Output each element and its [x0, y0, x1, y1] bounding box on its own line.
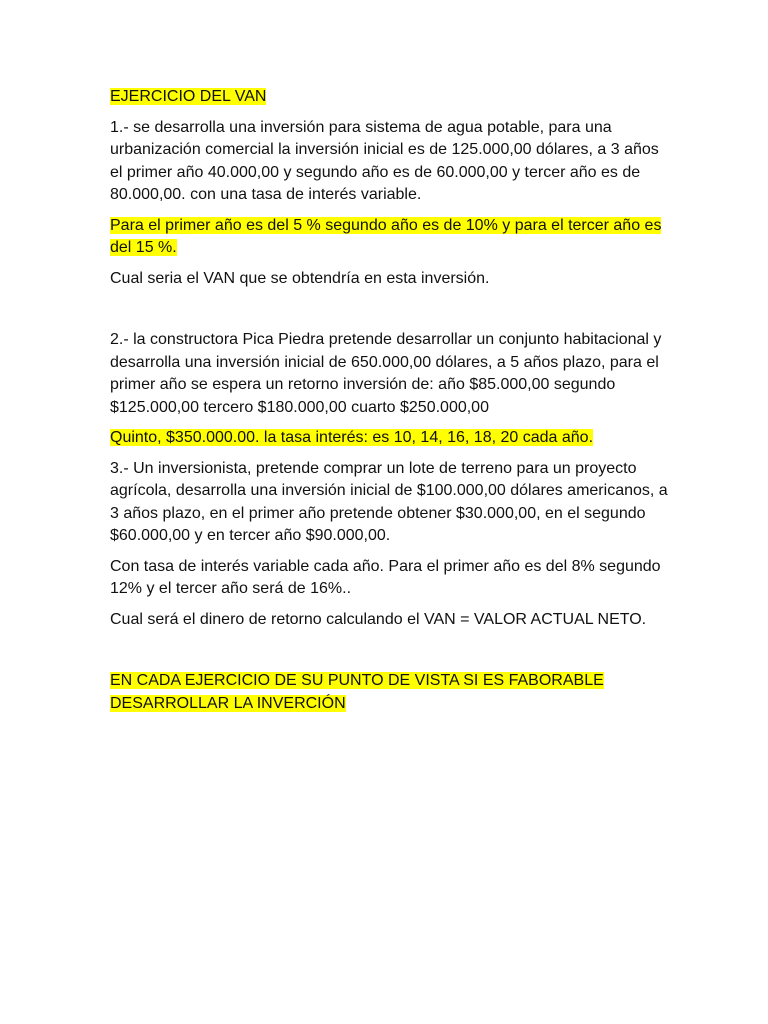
exercise-3-statement: 3.- Un inversionista, pretende comprar un lote de terreno para un proyecto agrícola, desarrolla una inversión inicial de $100.000,00 dólares americanos, a 3 años plazo, en el primer año pretende obtener $30.000,00, en el segundo $60.000,00 y en tercer año $90.000,00. [110, 459, 668, 544]
exercise-3-rates: Con tasa de interés variable cada año. Para el primer año es del 8% segundo 12% y el tercer año será de 16%.. [110, 557, 661, 597]
title-highlight: EJERCICIO DEL VAN [110, 88, 267, 105]
exercise-1-question: Cual seria el VAN que se obtendría en esta inversión. [110, 269, 490, 287]
exercise-1-rates-highlight: Para el primer año es del 5 % segundo año es de 10% y para el tercer año es del 15 %. [110, 216, 662, 256]
exercise-2-rates-highlight: Quinto, $350.000.00. la tasa interés: es 10, 14, 16, 18, 20 cada año. [110, 429, 594, 446]
document-title [110, 86, 670, 109]
document-page [110, 86, 670, 723]
exercise-3-question: Cual será el dinero de retorno calculando el VAN = VALOR ACTUAL NETO. [110, 610, 647, 628]
exercise-2-statement: 2.- la constructora Pica Piedra pretende desarrollar un conjunto habitacional y desarrolla una inversión inicial de 650.000,00 dólares, a 5 años plazo, para el primer año se espera un retorno inversión de: año $85.000,00 segundo $125.000,00 tercero $180.000,00 cuarto $250.000,00 [110, 331, 662, 416]
exercise-1-statement: 1.- se desarrolla una inversión para sistema de agua potable, para una urbanización comercial la inversión inicial es de 125.000,00 dólares, a 3 años el primer año 40.000,00 y segundo año es de 60.000,00 y tercer año es de 80.000,00. con una tasa de interés variable. [110, 118, 659, 203]
closing-note-highlight: EN CADA EJERCICIO DE SU PUNTO DE VISTA SI ES FABORABLE DESARROLLAR LA INVERCIÓN [110, 672, 604, 712]
exercise-2-rates [110, 427, 670, 450]
exercise-1-rates [110, 215, 670, 260]
closing-note [110, 670, 670, 715]
